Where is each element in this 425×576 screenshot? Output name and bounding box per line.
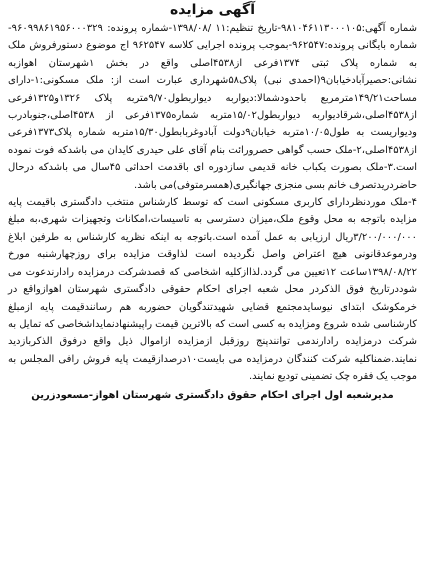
notice-title: آگهی مزایده	[169, 2, 255, 18]
notice-paragraph-2: ۴-ملک موردنظردارای کاربری مسکونی است که توسط کارشناس منتخب دادگستری باقیمت پایه مزایده باتوجه به محل وقوع ملک،میزان دسترسی به تاسیسات،امکانات وتجهیزات شهری،به مبلغ ۳/۲۰۰/۰۰۰/۰۰۰ریال ارزیابی به عمل آمده است.باتوجه به اینکه نظریه کارشناس به طرفین ابلاغ ودرموعدقانونی هیچ اعتراض واصل نگردیده است لذاوقت مزایده برای روزچهارشنبه مورخ ۱۳۹۸/۰۸/۲۲ساعت ۱۲تعیین می گردد.لذاازکلیه اشخاصی که قصدشرکت درمزایده رادارندعوت می شوددرتاریخ فوق الذکردر محل شعبه اجرای احکام حقوقی دادگستری شهرستان اهوازواقع در خرمکوشک ابتدای نیوسایدمجتمع قضایی شهیدتندگویان حضوربه هم رسانندقیمت پایه ازمبلغ کارشناسی شده شروع ومزایده به کسی است که بالاترین قیمت راپیشنهادنمایداشخاصی که تمایل به شرکت درمزایده رادارندمی توانندپنج روزقبل ازمزایده ازاموال ذیل واقع درفوق الذکربازدید نمایند.ضمناکلیه شرکت کنندگان درمزایده می بایست۱۰درصدازقیمت پایه فروش رافی المجلس به موجب یک فقره چک تضمینی تودیع نمایند.	[8, 197, 418, 383]
notice-body	[8, 20, 417, 386]
notice-signature: مدیرشعبه اول اجرای احکام حقوق دادگستری شهرستان اهواز-مسعودزرین	[31, 389, 394, 401]
notice-paragraph-1: شماره آگهی:۹۸۱۰۴۶۱۱۳۰۰۰۱۰۵-تاریخ تنظیم:۱۱ /۱۳۹۸/۰۸-شماره پرونده: ۹۶۰۹۹۸۶۱۹۵۶۰۰۰۳۲۹-شماره بایگانی پرونده:۹۶۲۵۴۷-بموجب پرونده اجرایی کلاسه ۹۶۲۵۴۷ اج موضوع دستورفروش ملک به شماره پلاک ثبتی ۱۳۷۴فرعی از۴۵۳۸اصلی واقع در بخش ۱شهرستان اهوازبه نشانی:حصیرآبادخیابان۹(احمدی نبی) پلاک۵۸شهرداری عبارت است از: ملک مسکونی:۱-دارای مساحت۱۴۹/۲۱مترمربع باحدودشمالا:دیواربه دیواربطول۹/۷۰متربه پلاک ۱۳۲۶و۱۳۲۵فرعی از۴۵۳۸اصلی،شرقادیواربه دیواربطول۱۵/۰۲متربه شماره۱۳۷۵فرعی از ۴۵۳۸اصلی،جنوبادرب ودیواریست به طول۱۰/۰۵متربه خیابان۹دولت آبادوغربابطول۱۵/۳۰متربه شماره پلاک۱۳۷۳فرعی از۴۵۳۸اصلی،۲-ملک حسب گواهی حصرورائت بنام آقای علی حیدری کایدان می باشدکه فوت نموده است.۳-ملک بصورت یکباب خانه قدیمی سازدوره ای باقدمت احداثی ۴۵سال می باشدکه درحال حاضردریدتصرف خانم بسی منجزی جهانگیری(همسرمتوفی)می باشد.	[8, 23, 417, 191]
